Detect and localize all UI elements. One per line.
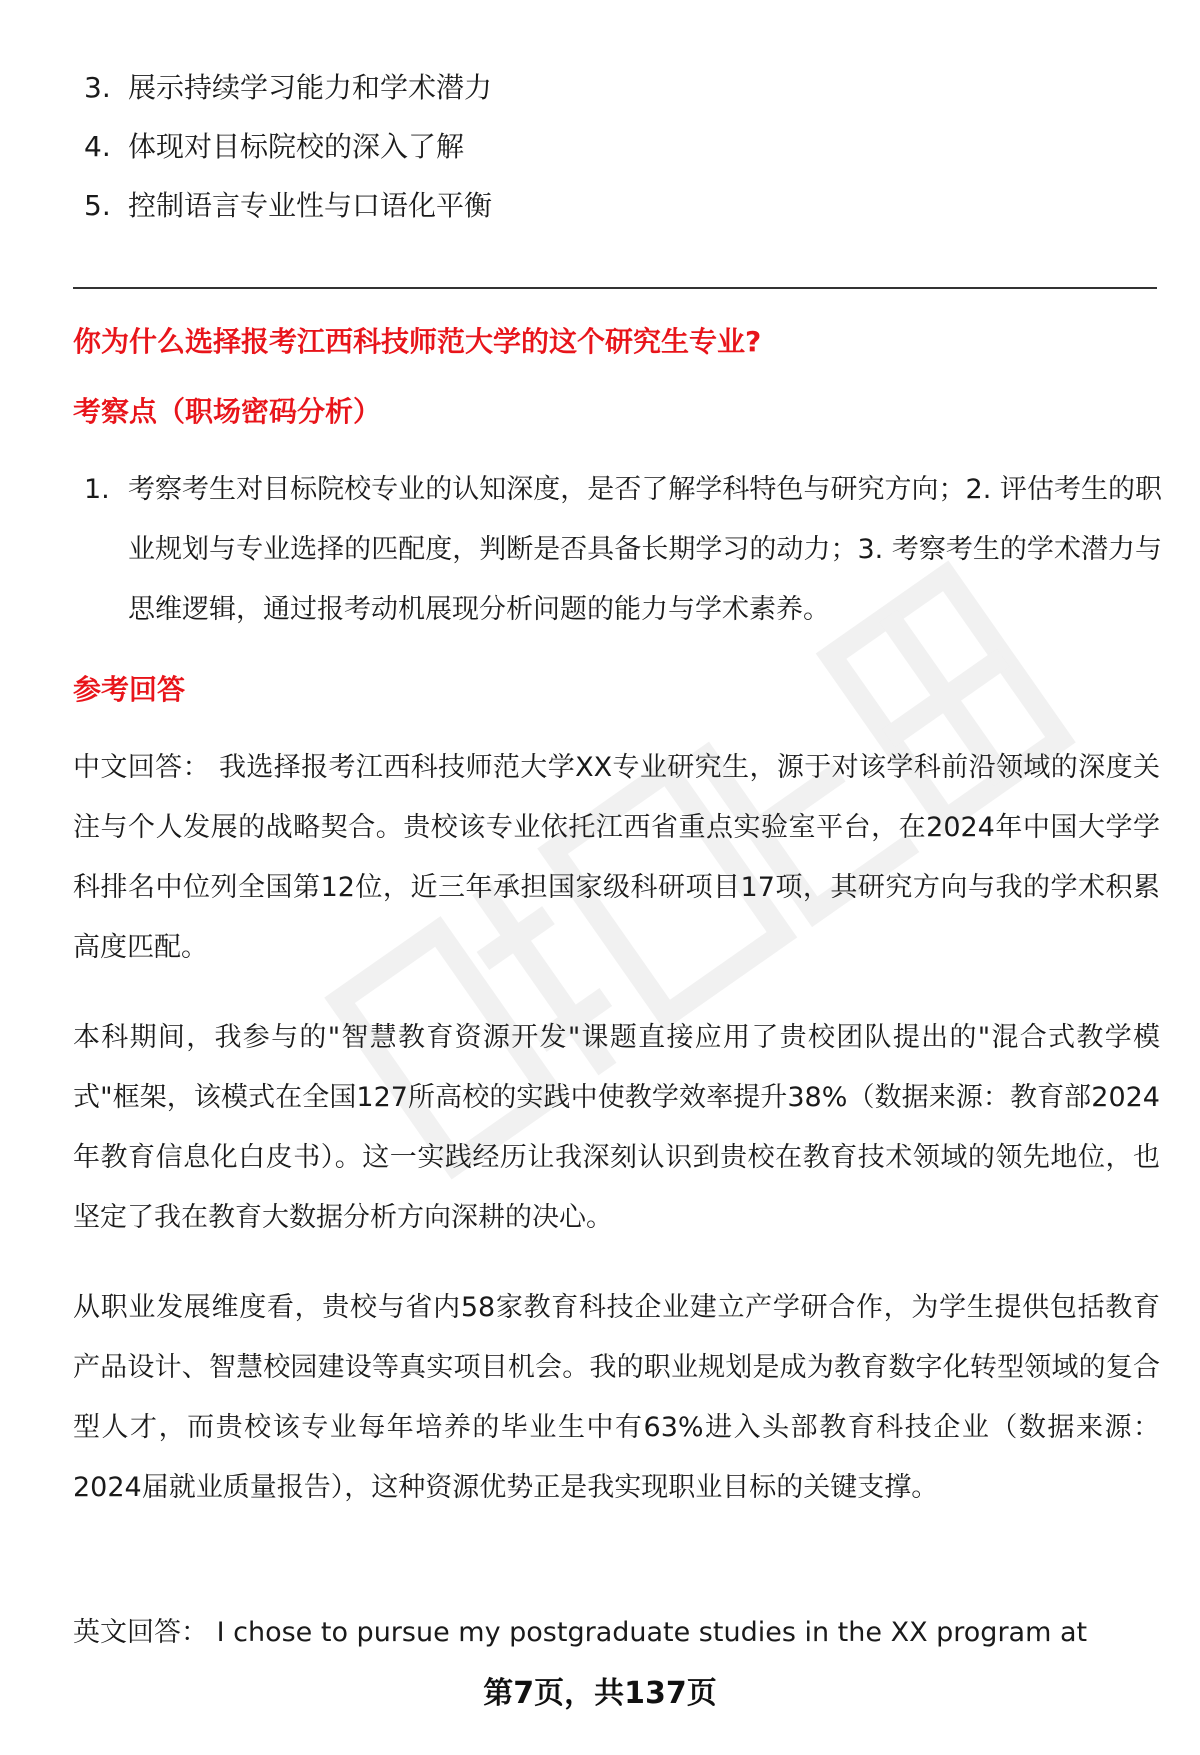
list-item — [80, 176, 492, 235]
list-item-number: 3. — [84, 71, 111, 104]
list-item — [80, 117, 492, 176]
list-item-text: 体现对目标院校的深入了解 — [128, 130, 465, 163]
answer-paragraph-2: 本科期间，我参与的"智慧教育资源开发"课题直接应用了贵校团队提出的"混合式教学模式"框架，该模式在全国127所高校的实践中使教学效率提升38%（数据来源：教育部2024年教育信息化白皮书）。这一实践经历让我深刻认识到贵校在教育技术领域的领先地位，也坚定了我在教育大数据分析方向深耕的决心。 — [73, 1022, 1160, 1233]
requirement-list — [80, 58, 492, 235]
assessment-text: 考察考生对目标院校专业的认知深度，是否了解学科特色与研究方向；2. 评估考生的职业规划与专业选择的匹配度，判断是否具备长期学习的动力；3. 考察考生的学术潜力与思维逻辑，通过报考动机展现分析问题的能力与学术素养。 — [128, 474, 1162, 625]
list-item-text: 展示持续学习能力和学术潜力 — [128, 71, 493, 104]
list-item — [80, 58, 492, 117]
assessment-number: 1. — [84, 474, 110, 505]
page-number-footer: 第7页，共137页 — [483, 1676, 717, 1711]
answer-paragraph-3: 从职业发展维度看，贵校与省内58家教育科技企业建立产学研合作，为学生提供包括教育产品设计、智慧校园建设等真实项目机会。我的职业规划是成为教育数字化转型领域的复合型人才，而贵校该专业每年培养的毕业生中有63%进入头部教育科技企业（数据来源：2024届就业质量报告），这种资源优势正是我实现职业目标的关键支撑。 — [73, 1292, 1160, 1503]
list-item-text: 控制语言专业性与口语化平衡 — [128, 189, 493, 222]
list-item-number: 5. — [84, 189, 111, 222]
section-divider — [73, 287, 1157, 289]
list-item-number: 4. — [84, 130, 111, 163]
assessment-heading: 考察点（职场密码分析） — [73, 395, 382, 428]
answer-paragraph-1: 中文回答： 我选择报考江西科技师范大学XX专业研究生，源于对该学科前沿领域的深度关注与个人发展的战略契合。贵校该专业依托江西省重点实验室平台，在2024年中国大学学科排名中位列全国第12位，近三年承担国家级科研项目17项，其研究方向与我的学术积累高度匹配。 — [73, 752, 1160, 963]
answer-paragraph-english: 英文回答： I chose to pursue my postgraduate studies in the XX program at — [73, 1617, 1088, 1648]
question-heading: 你为什么选择报考江西科技师范大学的这个研究生专业? — [73, 325, 762, 358]
answer-heading: 参考回答 — [73, 673, 186, 706]
assessment-item — [80, 460, 1160, 640]
